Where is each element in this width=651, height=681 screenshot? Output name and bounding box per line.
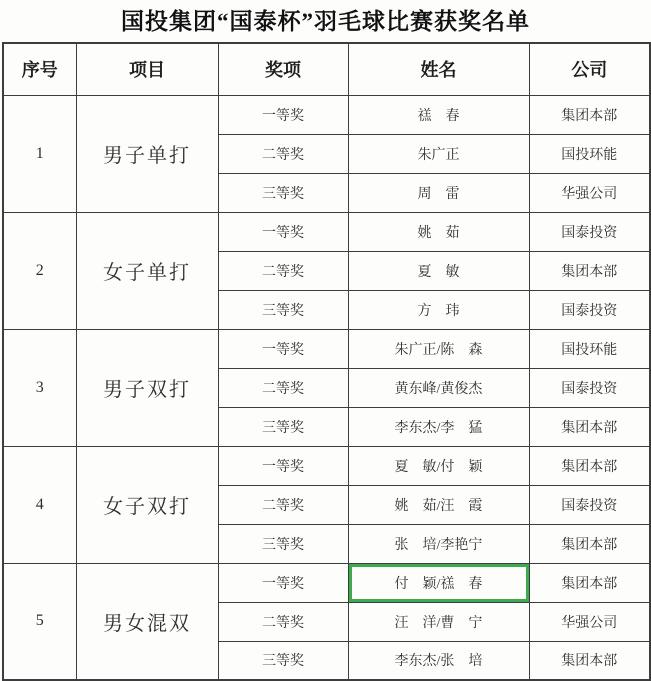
name-cell: 夏 敏/付 颖 (348, 446, 529, 485)
name-cell: 李东杰/李 猛 (348, 407, 529, 446)
award-cell: 一等奖 (218, 212, 348, 251)
table-row (3, 446, 650, 485)
table-row (3, 329, 650, 368)
event-name: 女子双打 (76, 446, 218, 563)
company-cell: 国泰投资 (529, 368, 650, 407)
company-cell: 集团本部 (529, 446, 650, 485)
award-cell: 二等奖 (218, 251, 348, 290)
award-cell: 三等奖 (218, 641, 348, 680)
name-cell: 汪 洋/曹 宁 (348, 602, 529, 641)
company-cell: 国泰投资 (529, 212, 650, 251)
col-header-event: 项目 (76, 43, 218, 95)
company-cell: 集团本部 (529, 524, 650, 563)
name-cell: 夏 敏 (348, 251, 529, 290)
company-cell: 华强公司 (529, 173, 650, 212)
award-cell: 一等奖 (218, 329, 348, 368)
section-number: 2 (3, 212, 76, 329)
col-header-award: 奖项 (218, 43, 348, 95)
event-name: 男子单打 (76, 95, 218, 212)
awards-table (2, 42, 651, 681)
col-header-company: 公司 (529, 43, 650, 95)
award-cell: 三等奖 (218, 173, 348, 212)
award-cell: 三等奖 (218, 524, 348, 563)
award-cell: 一等奖 (218, 95, 348, 134)
header-row (3, 43, 650, 95)
name-cell: 禚 春 (348, 95, 529, 134)
section-number: 5 (3, 563, 76, 680)
award-cell: 二等奖 (218, 134, 348, 173)
company-cell: 集团本部 (529, 563, 650, 602)
award-cell: 二等奖 (218, 602, 348, 641)
company-cell: 国投环能 (529, 329, 650, 368)
page-title: 国投集团“国泰杯”羽毛球比赛获奖名单 (121, 9, 530, 34)
name-cell-highlighted: 付 颖/禚 春 (348, 563, 529, 602)
award-cell: 二等奖 (218, 368, 348, 407)
event-name: 男子双打 (76, 329, 218, 446)
company-cell: 集团本部 (529, 95, 650, 134)
name-cell: 朱广正 (348, 134, 529, 173)
company-cell: 国投环能 (529, 134, 650, 173)
company-cell: 华强公司 (529, 602, 650, 641)
event-name: 女子单打 (76, 212, 218, 329)
award-cell: 三等奖 (218, 407, 348, 446)
award-cell: 一等奖 (218, 446, 348, 485)
table-row (3, 563, 650, 602)
name-cell: 李东杰/张 培 (348, 641, 529, 680)
company-cell: 国泰投资 (529, 485, 650, 524)
table-row (3, 212, 650, 251)
award-cell: 三等奖 (218, 290, 348, 329)
name-cell: 张 培/李艳宁 (348, 524, 529, 563)
name-cell: 周 雷 (348, 173, 529, 212)
table-row (3, 95, 650, 134)
col-header-name: 姓名 (348, 43, 529, 95)
company-cell: 集团本部 (529, 251, 650, 290)
award-cell: 二等奖 (218, 485, 348, 524)
col-header-no: 序号 (3, 43, 76, 95)
name-cell: 方 玮 (348, 290, 529, 329)
name-cell: 姚 茹/汪 霞 (348, 485, 529, 524)
event-name: 男女混双 (76, 563, 218, 680)
company-cell: 国泰投资 (529, 290, 650, 329)
section-number: 4 (3, 446, 76, 563)
company-cell: 集团本部 (529, 641, 650, 680)
company-cell: 集团本部 (529, 407, 650, 446)
section-number: 3 (3, 329, 76, 446)
award-cell: 一等奖 (218, 563, 348, 602)
name-cell: 黄东峰/黄俊杰 (348, 368, 529, 407)
section-number: 1 (3, 95, 76, 212)
name-cell: 姚 茹 (348, 212, 529, 251)
name-cell: 朱广正/陈 森 (348, 329, 529, 368)
